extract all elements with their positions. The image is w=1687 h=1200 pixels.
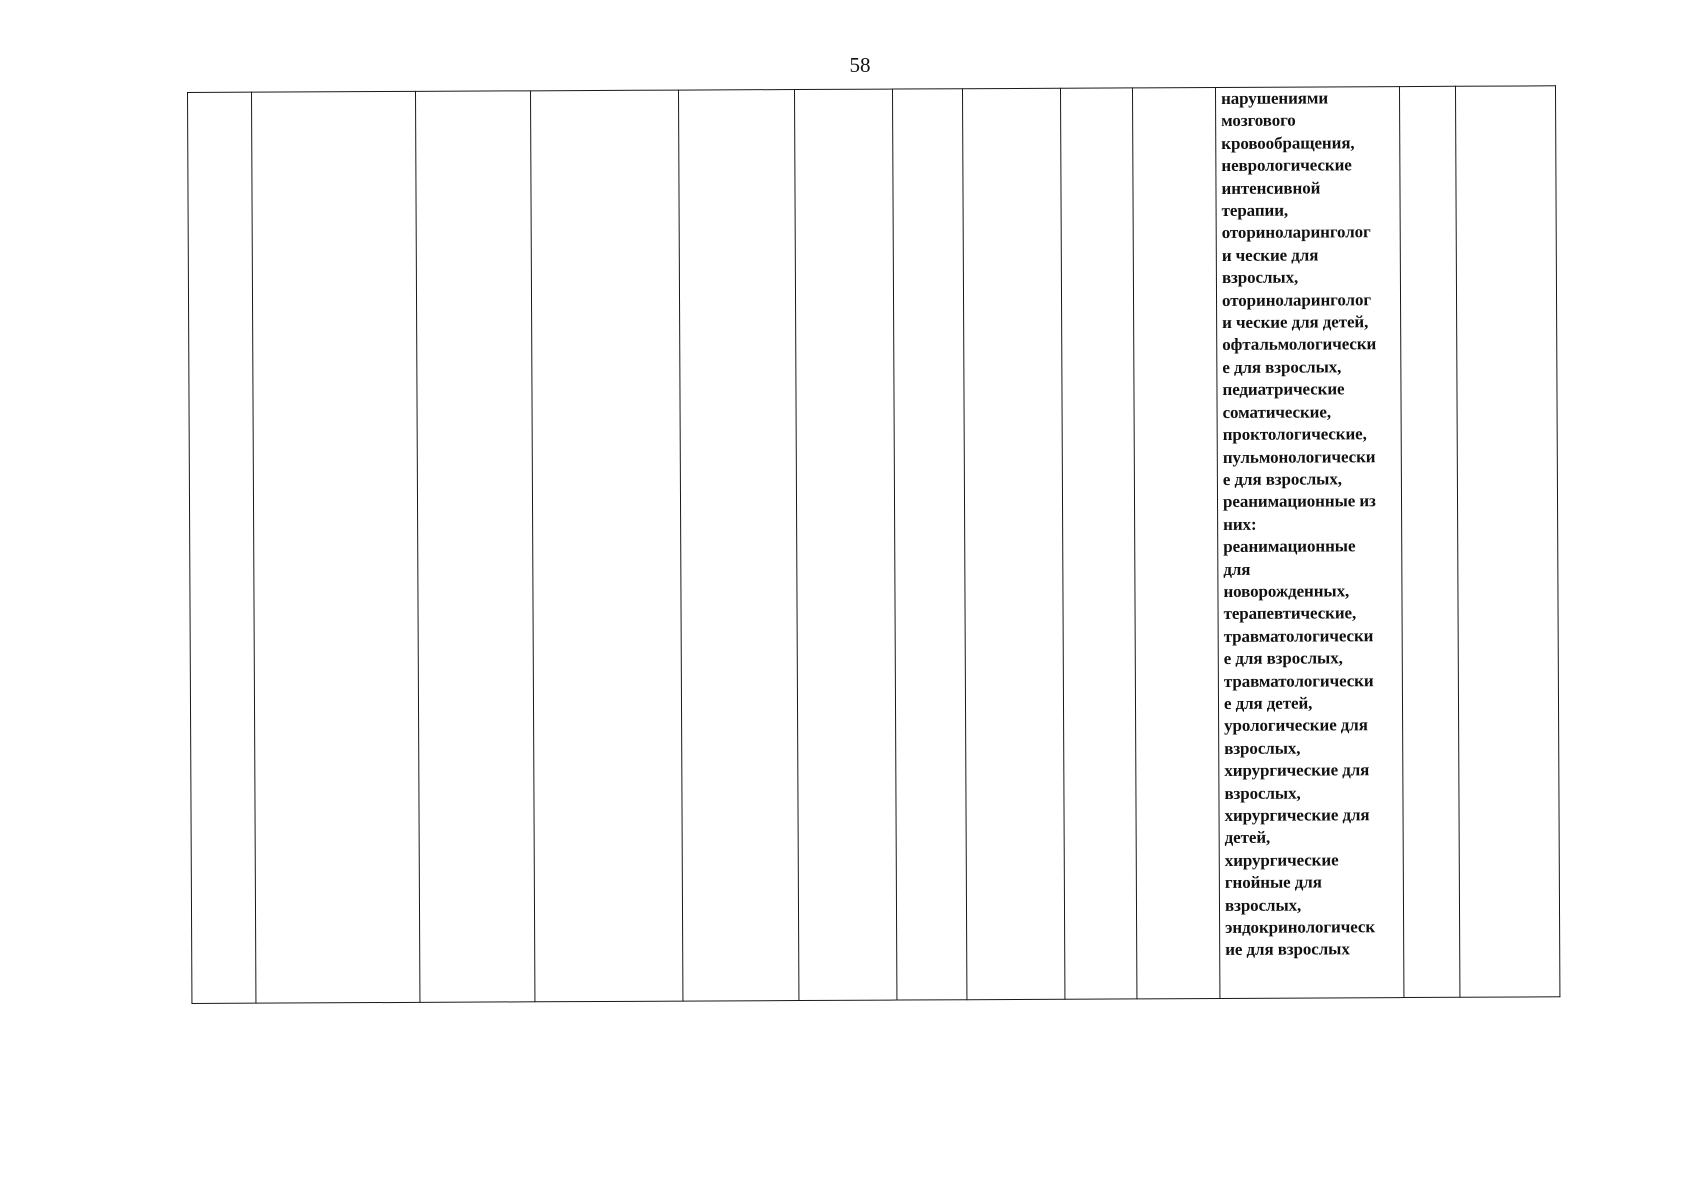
table-cell [415,91,534,1003]
document-table [187,85,1560,1004]
table-cell [794,89,896,1000]
table-cell [962,88,1064,999]
table-row [188,86,1560,1004]
table-cell [1399,86,1459,997]
table-cell [1215,87,1403,999]
table-cell [892,89,966,1000]
table-cell [252,91,420,1003]
cell-text [416,91,530,92]
bed-profile-list: нарушениями мозгового кровообращения, неврологические интенсивной терапии, оториноларинголог и ческие для взрослых, оториноларинголог и ческие для детей, офтальмологически е для взрослых, педиатрические соматические, проктологические, пульмонологически е для взрослых, реанимационные из них: реанимационные для новорожденных, терапевтические, травматологически е для взрослых, травматологически е для детей, урологические для взрослых, хирургические для взрослых, хирургические для детей, хирургические гнойные для взрослых, эндокринологическ ие для взрослых [1220,88,1377,960]
table-cell [1060,88,1136,999]
page-number: 58 [849,53,871,77]
table-cell [1455,86,1559,997]
cell-text [252,92,415,93]
cell-text [679,90,794,91]
table-cell [1132,87,1219,998]
table-cell [678,90,798,1002]
table-cell [188,92,256,1003]
cell-text [531,91,678,92]
table-cell [530,90,682,1002]
